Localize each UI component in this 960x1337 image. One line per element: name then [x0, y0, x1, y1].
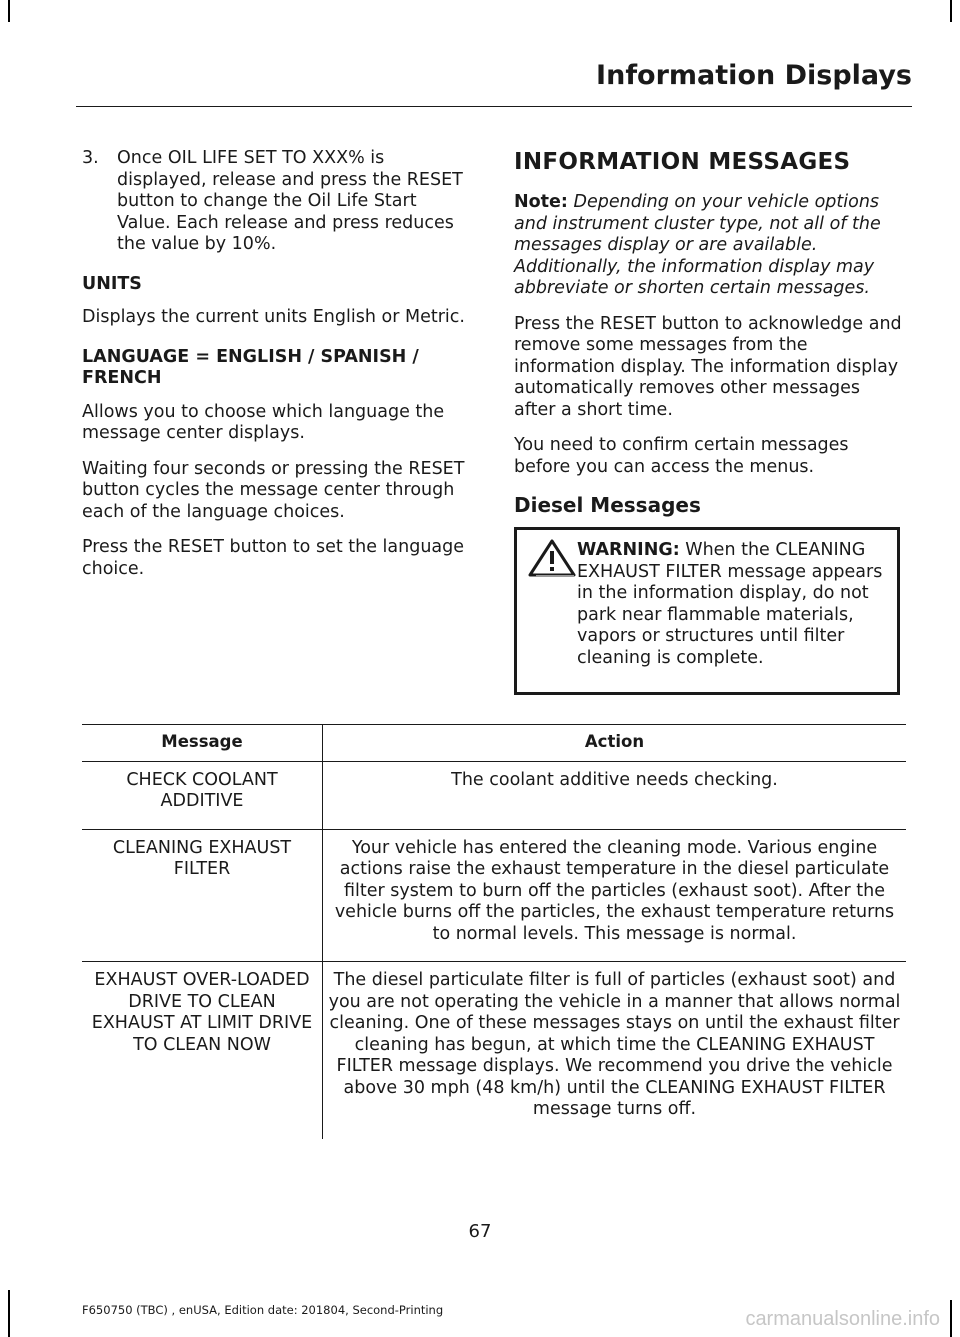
table-row	[82, 761, 906, 829]
table-row	[82, 829, 906, 962]
note-text: Depending on your vehicle options and instrument cluster type, not all of the messages display or are available. Additionally, the information display may abbreviate or shorten certain messages.	[514, 192, 881, 298]
units-heading: UNITS	[82, 273, 142, 294]
column-header-action: Action	[323, 725, 907, 762]
diesel-messages-table	[82, 724, 906, 1139]
step-3	[82, 148, 474, 256]
message-cell	[82, 829, 323, 962]
page-title: Information Displays	[596, 60, 912, 91]
action-cell: Your vehicle has entered the cleaning mode. Various engine actions raise the exhaust temperature in the diesel particulate filter system to burn off the particles (exhaust soot). After the vehicle burns off the particles, the exhaust temperature returns to normal levels. This message is normal.	[323, 829, 907, 962]
paragraph: You need to confirm certain messages before you can access the menus.	[514, 435, 849, 477]
action-cell: The diesel particulate filter is full of particles (exhaust soot) and you are not operating the vehicle in a manner that allows normal cleaning. One of these messages stays on until the exhaust filter cleaning has begun, at which time the CLEANING EXHAUST FILTER message displays. We recommend you drive the vehicle above 30 mph (48 km/h) until the CLEANING EXHAUST FILTER message turns off.	[323, 962, 907, 1139]
watermark: carmanualsonline.info	[745, 1308, 940, 1330]
left-column	[82, 148, 474, 594]
language-paragraph: Press the RESET button to set the language choice.	[82, 537, 465, 579]
crop-mark	[8, 0, 10, 22]
language-paragraph: Waiting four seconds or pressing the RESET button cycles the message center through each of the language choices.	[82, 458, 465, 522]
warning-body: When the CLEANING EXHAUST FILTER message appears in the information display, do not park near flammable materials, vapors or structures until filter cleaning is complete.	[577, 540, 883, 668]
diesel-heading: Diesel Messages	[514, 493, 701, 517]
right-column	[514, 148, 906, 542]
table-header-row	[82, 725, 906, 762]
warning-triangle-icon	[527, 538, 577, 578]
crop-mark	[950, 0, 952, 22]
section-heading: INFORMATION MESSAGES	[514, 149, 851, 175]
message-text: CLEANING EXHAUST FILTER	[112, 837, 292, 879]
column-header-message: Message	[82, 725, 323, 762]
note-label: Note:	[514, 192, 568, 212]
paragraph: Press the RESET button to acknowledge and remove some messages from the information display. The information display automatically removes other messages after a short time.	[514, 313, 902, 420]
warning-text	[523, 540, 893, 669]
warning-label: WARNING:	[577, 540, 680, 560]
message-cell	[82, 962, 323, 1139]
message-text: EXHAUST OVER-LOADED DRIVE TO CLEAN	[94, 970, 310, 1012]
language-heading: LANGUAGE = ENGLISH / SPANISH / FRENCH	[82, 346, 419, 388]
language-paragraph: Allows you to choose which language the message center displays.	[82, 401, 445, 443]
page-number: 67	[468, 1221, 492, 1242]
crop-mark	[8, 1290, 10, 1337]
note	[514, 192, 906, 300]
warning-box	[514, 527, 900, 695]
message-text: CHECK COOLANT ADDITIVE	[126, 769, 278, 811]
step-number: 3.	[82, 148, 99, 168]
action-cell: The coolant additive needs checking.	[323, 761, 907, 829]
header-divider	[76, 106, 912, 107]
units-text: Displays the current units English or Metric.	[82, 307, 465, 327]
message-text: EXHAUST AT LIMIT DRIVE TO CLEAN NOW	[91, 1013, 313, 1055]
message-cell	[82, 761, 323, 829]
crop-mark	[950, 1300, 952, 1337]
footer-edition: F650750 (TBC) , enUSA, Edition date: 201804, Second-Printing	[82, 1303, 444, 1317]
table-row	[82, 962, 906, 1139]
step-text: Once OIL LIFE SET TO XXX% is displayed, release and press the RESET button to change the Oil Life Start Value. Each release and press reduces the value by 10%.	[117, 148, 463, 254]
